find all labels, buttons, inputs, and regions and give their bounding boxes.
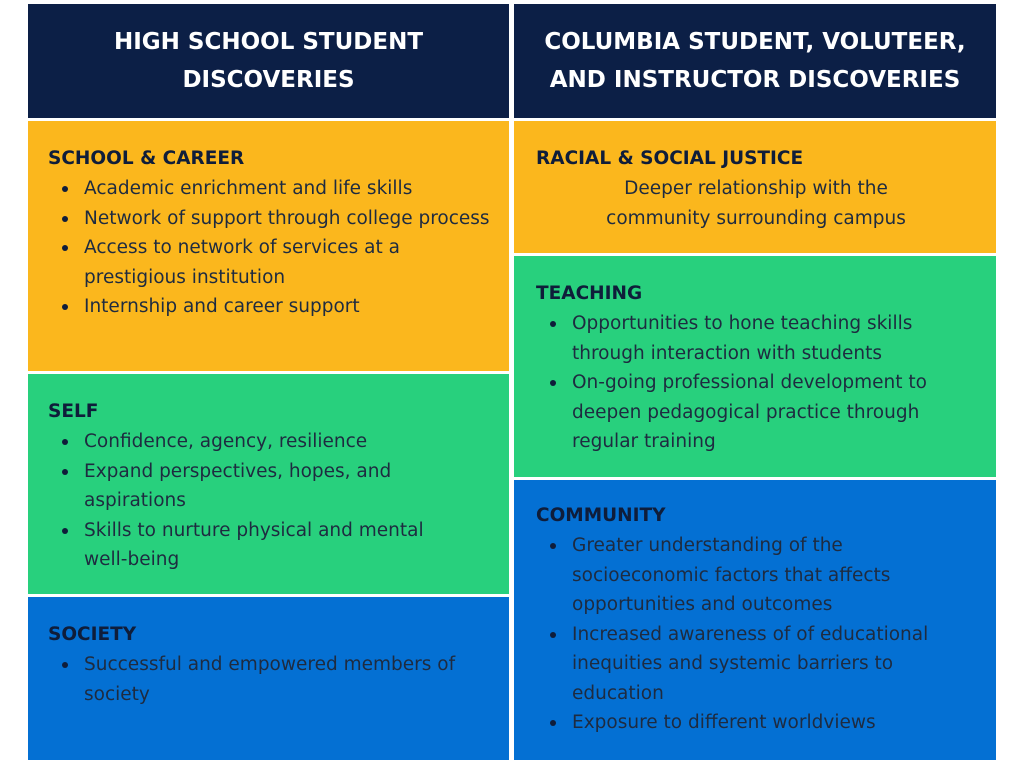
self-list	[48, 427, 469, 575]
teaching-list	[536, 309, 956, 457]
list-item: Access to network of services at a prestigious institution	[48, 233, 493, 292]
community-title: COMMUNITY	[536, 505, 666, 526]
community-list	[536, 531, 956, 738]
school-career-title: SCHOOL & CAREER	[48, 148, 245, 169]
teaching-title: TEACHING	[536, 283, 643, 304]
list-item: Expand perspectives, hopes, and aspirations	[48, 457, 469, 516]
society-title: SOCIETY	[48, 624, 137, 645]
self-title: SELF	[48, 401, 99, 422]
list-item: Internship and career support	[48, 292, 493, 322]
list-item: Successful and empowered members of society	[48, 650, 469, 709]
list-item: Skills to nurture physical and mental well-being	[48, 516, 469, 575]
school-career-list	[48, 174, 493, 322]
left-column-header	[28, 4, 509, 118]
community-section	[514, 480, 996, 760]
list-item: Exposure to different worldviews	[536, 708, 956, 738]
list-item: Increased awareness of of educational inequities and systemic barriers to education	[536, 620, 956, 709]
racial-social-justice-section	[514, 121, 996, 253]
school-career-section	[28, 121, 509, 371]
list-item: Network of support through college process	[48, 204, 493, 234]
left-header-text: HIGH SCHOOL STUDENT DISCOVERIES	[113, 29, 424, 93]
list-item: On-going professional development to deepen pedagogical practice through regular training	[536, 368, 956, 457]
teaching-section	[514, 256, 996, 477]
society-list	[48, 650, 469, 709]
self-section	[28, 374, 509, 594]
list-item: Confidence, agency, resilience	[48, 427, 469, 457]
list-item: Academic enrichment and life skills	[48, 174, 493, 204]
racial-social-justice-title: RACIAL & SOCIAL JUSTICE	[536, 148, 804, 169]
right-column-header	[514, 4, 996, 118]
list-item: Greater understanding of the socioeconomic factors that affects opportunities and outcomes	[536, 531, 956, 620]
list-item: Opportunities to hone teaching skills through interaction with students	[536, 309, 956, 368]
right-header-text: COLUMBIA STUDENT, VOLUTEER, AND INSTRUCTOR DISCOVERIES	[544, 29, 966, 93]
society-section	[28, 597, 509, 760]
racial-social-justice-text: Deeper relationship with the community surrounding campus	[606, 178, 906, 229]
